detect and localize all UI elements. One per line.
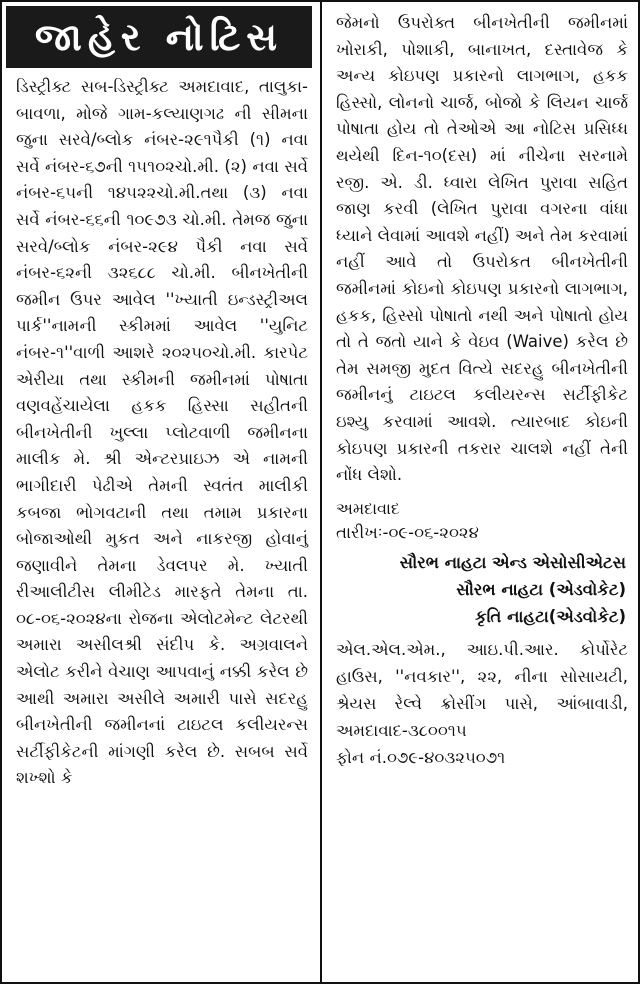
- advocate-name-2: કૃતિ નાહટા(એડવોકેટ): [475, 606, 626, 626]
- firm-phone: ફોન નં.૦૭૯-૪૦૩૨૫૦૭૧: [336, 747, 506, 767]
- notice-body-right: જેમનો ઉપરોક્ત બીનખેતીની જમીનમાં ખોરાકી, પોશાકી, બાનાખત, દસ્તાવેજ કે અન્ય કોઇપણ પ્રકારનો લાગભાગ, હકક હિસ્સો, લોનનો ચાર્જ, બોજો કે લિયન ચાર્જ પોષાતા હોય તો તેઓએ આ નોટિસ પ્રસિધ્ધ થયેથી દિન-૧૦(દસ) માં નીચેના સરનામે રજી. એ. ડી. ધ્વારા લેખિત પુરાવા સહિત જાણ કરવી (લેખિત પુરાવા વગરના વાંધા ધ્યાને લેવામાં આવશે નહીં) અને તેમ કરવામાં નહીં આવે તો ઉપરોકત બીનખેતીની જમીનમાં કોઇનો કોઇપણ પ્રકારનો લાગભાગ, હકક, હિસ્સો પોષાતો નથી અને પોષાતો હોય તો તે જતો યાને કે વેઇવ (Waive) કરેલ છે તેમ સમજી મુદત વિત્યે સદરહુ બીનખેતીની જમીનનું ટાઇટલ કલીયરન્સ સર્ટીફીકેટ ઇશ્યુ કરવામાં આવશે. ત્યારબાદ કોઇની કોઇપણ પ્રકારની તકરાર ચાલશે નહીં તેની નોંધ લેશો.: [336, 13, 628, 485]
- notice-place: અમદાવાદ: [336, 498, 400, 518]
- advocate-name-1: સૌરભ નાહટા (એડવોકેટ): [456, 579, 626, 599]
- notice-date: તારીખઃ-૦૯-૦૬-૨૦૨૪: [336, 522, 479, 542]
- firm-address: એલ.એલ.એમ., આઇ.પી.આર. કોર્પોરેટ હાઉસ, ''નવકાર'', ૨૨, નીના સોસાયટી, શ્રેયસ રેલ્વે ક્રોસીંગ પાસે, આંબાવાડી, અમદાવાદ-૩૮૦૦૧૫: [336, 639, 628, 740]
- notice-right-column: [324, 2, 638, 982]
- law-firm-name: સૌરભ નાહટા એન્ડ એસોસીએટસ: [399, 552, 626, 572]
- notice-left-column: [2, 2, 322, 982]
- notice-body-left: ડિસ્ટ્રીક્ટ સબ-ડિસ્ટ્રીક્ટ અમદાવાદ, તાલુકા-બાવળા, મોજે ગામ-કલ્યાણગઢ ની સીમના જુના સરવે/બ્લોક નંબર-૨૯૧પૈકી (૧) નવા સર્વે નંબર-૬૭ની ૧૫૧૦૨ચો.મી. (૨) નવા સર્વે નંબર-૬૫ની ૧૪૫૨૨ચો.મી.તથા (૩) નવા સર્વે નંબર-૬૬ની ૧૦૯૭૩ ચો.મી. તેમજ જુના સરવે/બ્લોક નંબર-૨૯૪ પૈકી નવા સર્વે નંબર-૬૨ની ૩૨૬૮૮ ચો.મી. બીનખેતીની જમીન ઉપર આવેલ ''ખ્યાતી ઇન્ડસ્ટ્રીઅલ પાર્ક''નામની સ્કીમમાં આવેલ ''યુનિટ નંબર-૧''વાળી આશરે ૨૦૨૫૦ચો.મી. કારપેટ એરીયા તથા સ્કીમની જમીનમાં પોષાતા વણવહેંચાયેલા હકક હિસ્સા સહીતની બીનખેતીની ખુલ્લા પ્લોટવાળી જમીનના માલીક મે. શ્રી એન્ટરપ્રાઇઝ એ નામની ભાગીદારી પેઢીએ તેમની સ્વતંત માલીકી કબજા ભોગવટાની તથા તમામ પ્રકારના બોજાઓથી મુકત અને નાકરજી હોવાનું જણાવીને તેમના ડેવલપર મે. ખ્યાતી રીઆલીટીસ લીમીટેડ મારફતે તેમના તા. ૦૮-૦૬-૨૦૨૪ના રોજના એલોટમેન્ટ લેટરથી અમારા અસીલશ્રી સંદીપ કે. અગ્રવાલને એલોટ કરીને વેચાણ આપવાનું નક્કી કરેલ છે આથી અમારા અસીલે અમારી પાસે સદરહુ બીનખેતીની જમીનનાં ટાઇટલ કલીયરન્સ સર્ટીફીકેટની માંગણી કરેલ છે. સબબ સર્વે શખ્શો કે: [16, 77, 308, 788]
- notice-title: જાહેર નોટિસ: [6, 6, 312, 68]
